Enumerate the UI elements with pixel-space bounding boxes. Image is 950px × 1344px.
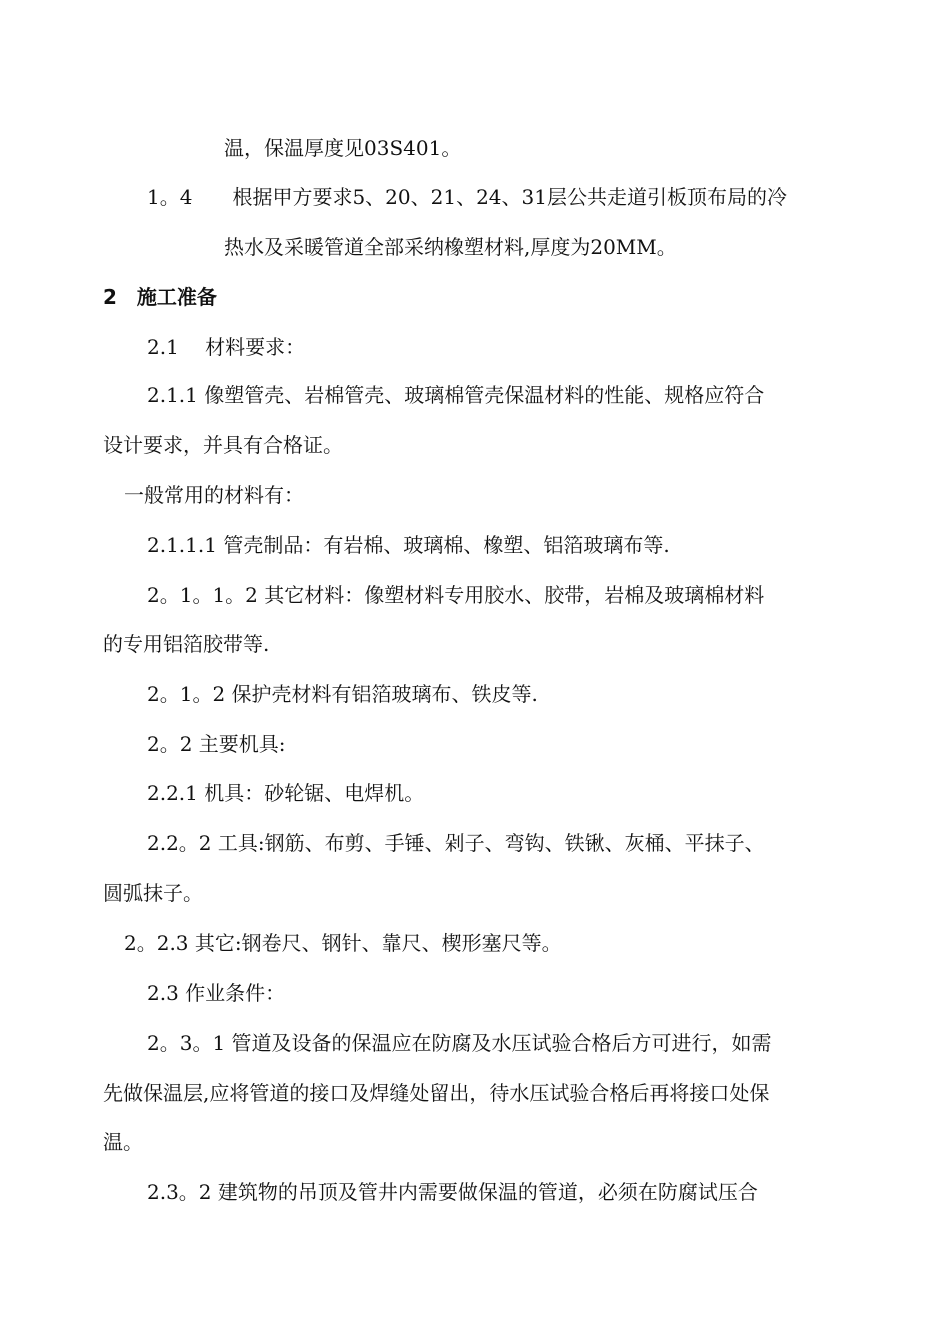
- text-line-14: 2.2.1 机具：砂轮锯、电焊机。: [147, 781, 425, 805]
- text-line-17: 2。2.3 其它:钢卷尺、钢针、靠尺、楔形塞尺等。: [124, 931, 562, 955]
- text-line-21: 温。: [103, 1130, 143, 1154]
- text-line-12: 2。1。2 保护壳材料有铝箔玻璃布、铁皮等.: [147, 682, 538, 706]
- text-line-2: 1。4 根据甲方要求5、20、21、24、31层公共走道引板顶布局的冷: [147, 185, 787, 209]
- text-line-6: 2.1.1 像塑管壳、岩棉管壳、玻璃棉管壳保温材料的性能、规格应符合: [147, 383, 765, 407]
- text-line-15: 2.2。2 工具:钢筋、布剪、手锤、剁子、弯钩、铁锹、灰桶、平抹子、: [147, 831, 765, 855]
- text-line-18: 2.3 作业条件：: [147, 981, 286, 1005]
- text-line-1: 温，保温厚度见03S401。: [224, 136, 462, 160]
- text-line-8: 一般常用的材料有：: [124, 483, 304, 507]
- text-line-9: 2.1.1.1 管壳制品：有岩棉、玻璃棉、橡塑、铝箔玻璃布等.: [147, 533, 670, 557]
- text-line-13: 2。2 主要机具:: [147, 732, 286, 756]
- text-line-5: 2.1 材料要求：: [147, 335, 306, 359]
- section-heading: 2 施工准备: [103, 285, 217, 309]
- text-line-22: 2.3。2 建筑物的吊顶及管井内需要做保温的管道，必须在防腐试压合: [147, 1180, 758, 1204]
- text-line-20: 先做保温层,应将管道的接口及焊缝处留出，待水压试验合格后再将接口处保: [103, 1081, 770, 1105]
- text-line-19: 2。3。1 管道及设备的保温应在防腐及水压试验合格后方可进行，如需: [147, 1031, 772, 1055]
- text-line-10: 2。1。1。2 其它材料：像塑材料专用胶水、胶带，岩棉及玻璃棉材料: [147, 583, 765, 607]
- text-line-11: 的专用铝箔胶带等.: [103, 632, 270, 656]
- text-line-3: 热水及采暖管道全部采纳橡塑材料,厚度为20MM。: [224, 235, 677, 259]
- text-line-16: 圆弧抹子。: [103, 881, 203, 905]
- text-line-7: 设计要求，并具有合格证。: [103, 433, 343, 457]
